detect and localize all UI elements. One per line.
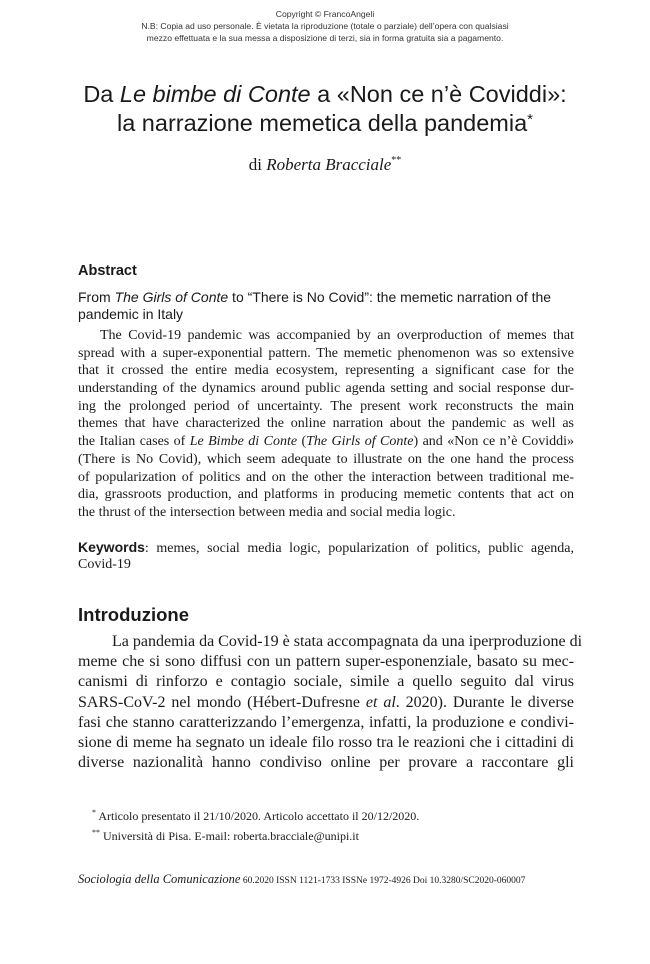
footnote-text: Università di Pisa. E-mail: roberta.bracciale@unipi.it (100, 829, 359, 843)
abstract-subtitle (78, 289, 578, 323)
intro-line: La pandemia da Covid-19 è stata accompagnata da una iperproduzione di (112, 633, 583, 650)
title-italic: Le bimbe di Conte (119, 81, 311, 107)
title-line-2-text: la narrazione memetica della pandemia (116, 110, 528, 136)
author-footnote-mark: ** (391, 155, 402, 166)
author-name: Roberta Bracciale (266, 155, 392, 174)
abstract-line: themes that have characterized the online narration about the pandemic as well as (78, 416, 574, 432)
keywords-text: : memes, social media logic, popularization of politics, public agenda, (144, 541, 574, 556)
footnote (92, 826, 419, 846)
intro-line (78, 693, 574, 713)
abstract-line-7-italic-1: Le Bimbe di Conte (189, 434, 298, 450)
keywords-line-2: Covid-19 (78, 557, 131, 572)
intro-line: meme che si sono diffusi con un pattern super-esponenziale, basato su mec- (78, 653, 574, 671)
abstract-line: understanding of the dynamics around public agenda setting and social response dur- (78, 381, 574, 397)
copyright-notice-line-2: mezzo effettuata e la sua messa a disposizione di terzi, sia in forma gratuita sia a pagamento. (146, 33, 504, 43)
byline-prefix: di (248, 155, 267, 174)
intro-line: sione di meme ha segnato un ideale filo rosso tra le reazioni che i cittadini di (78, 733, 574, 751)
intro-line-4-suffix: . 2020). Durante le diverse (395, 693, 575, 711)
title-footnote-mark: * (527, 111, 533, 128)
abstract-heading: Abstract (78, 263, 137, 279)
footnote-text: Articolo presentato il 21/10/2020. Articolo accettato il 20/12/2020. (96, 809, 420, 823)
footnote (92, 806, 419, 826)
journal-name: Sociologia della Comunicazione (78, 872, 241, 886)
abstract-subtitle-prefix: From (78, 289, 115, 305)
title-line-2 (20, 109, 630, 138)
keywords-line-1 (78, 538, 574, 556)
abstract-line: spread with a super-exponential pattern. The memetic phenomenon was so extensive (78, 345, 574, 361)
footnotes (92, 806, 419, 846)
abstract-subtitle-suffix: to “There is No Covid”: the memetic narration of the pandemic in Italy (78, 289, 552, 322)
intro-line: diverse nazionalità hanno condiviso online per provare a raccontare gli (78, 754, 574, 772)
title-suffix: a «Non ce n’è Coviddi»: (310, 81, 567, 107)
copyright-line: Copyright © FrancoAngeli (275, 9, 375, 19)
abstract-line: the thrust of the intersection between media and social media logic. (78, 504, 456, 520)
copyright-notice (0, 8, 650, 44)
footnote-mark: ** (92, 828, 100, 837)
intro-line-4-prefix: SARS-CoV-2 nel mondo (Hébert-Dufresne (78, 693, 366, 711)
intro-line: fasi che stanno caratterizzando l’emergenza, infatti, la produzione e condivi- (78, 713, 574, 731)
page-footer (78, 870, 578, 888)
abstract-line: of popularization of politics and on the other the interaction between traditional me- (78, 469, 574, 485)
byline (0, 155, 650, 175)
abstract-line-7-prefix: the Italian cases of (78, 434, 190, 450)
abstract-line: (There is No Covid), which seem adequate to illustrate on the one hand the process (78, 451, 574, 467)
intro-line: canismi di rinforzo e contagio sociale, simile a quello seguito dal virus (78, 673, 574, 691)
article-title (20, 80, 630, 138)
title-line-1 (20, 80, 630, 109)
abstract-line-7-italic-2: The Girls of Conte (306, 434, 414, 450)
title-prefix: Da (83, 81, 120, 107)
abstract-line: dia, grassroots production, and platforms in producing memetic contents that act on (78, 487, 574, 503)
introduction-heading: Introduzione (78, 604, 189, 625)
abstract-line: The Covid-19 pandemic was accompanied by an overproduction of memes that (100, 328, 574, 343)
abstract-line-7-suffix: ) and «Non ce n’è Coviddi» (413, 434, 574, 450)
introduction-body (78, 632, 583, 773)
keywords-label: Keywords (78, 539, 145, 555)
journal-meta: 60.2020 ISSN 1121-1733 ISSNe 1972-4926 Doi 10.3280/SC2020-060007 (240, 876, 526, 886)
abstract-subtitle-italic: The Girls of Conte (114, 289, 229, 305)
intro-line-4-italic: et al (365, 693, 396, 711)
abstract-line-7-mid: ( (297, 434, 307, 450)
copyright-notice-line-1: N.B: Copia ad uso personale. È vietata la riproduzione (totale o parziale) dell’opera con qualsiasi (141, 21, 509, 31)
abstract-line (78, 433, 574, 451)
abstract-line: that it crossed the entire media ecosystem, representing a significant case for the (78, 363, 574, 379)
abstract-line: ing the prolonged period of uncertainty. The present work reconstructs the main (78, 398, 574, 414)
abstract-body (78, 327, 574, 522)
keywords (78, 538, 574, 574)
footnote-mark: * (92, 808, 96, 817)
